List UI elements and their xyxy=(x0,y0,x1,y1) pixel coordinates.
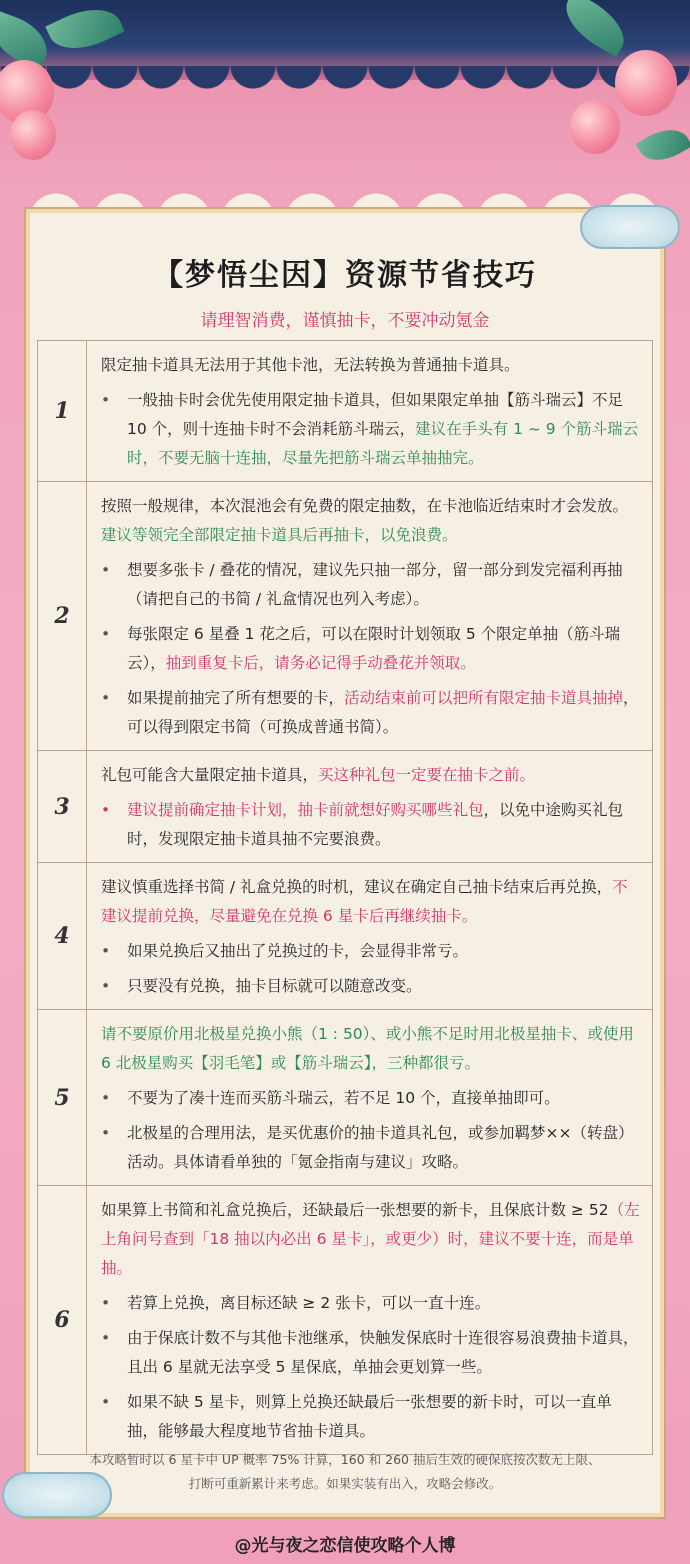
page-title: 【梦悟尘因】资源节省技巧 xyxy=(153,258,537,293)
peach-decoration xyxy=(615,50,677,116)
text-segment: 每张限定 6 星叠 1 花之后，可以在限时计划领取 5 个限定单抽（筋斗瑞云）， xyxy=(127,625,621,672)
highlight-green: 请不要原价用北极星兑换小熊（1 : 50）、或小熊不足时用北极星抽卡、或使用 6 北极星购买【羽毛笔】或【筋斗瑞云】，三种都很亏。 xyxy=(101,1025,634,1072)
author-credit: @光与夜之恋信使攻略个人博 xyxy=(234,1536,456,1556)
peach-decoration xyxy=(10,110,56,160)
text-segment: ，可以得到限定书简（可换成普通书简）。 xyxy=(127,689,639,736)
text-segment: 若算上兑换，离目标还缺 ≥ 2 张卡，可以一直十连。 xyxy=(127,1294,491,1312)
tip-bullet xyxy=(101,937,640,966)
text-segment: 如果算上书简和礼盒兑换后，还缺最后一张想要的新卡，且保底计数 ≥ 52 xyxy=(101,1201,609,1219)
tip-row xyxy=(38,750,652,862)
highlight-red: 活动结束前可以把所有限定抽卡道具抽掉 xyxy=(344,689,624,707)
tip-bullet xyxy=(101,620,640,678)
page-subtitle: 请理智消费，谨慎抽卡，不要冲动氪金 xyxy=(200,311,490,331)
tip-content xyxy=(87,341,652,481)
tip-bullet xyxy=(101,796,640,854)
cloud-decoration xyxy=(580,205,680,249)
tip-number: 1 xyxy=(38,341,87,481)
text-segment: ，以免中途购买礼包时，发现限定抽卡道具抽不完要浪费。 xyxy=(127,801,624,848)
text-segment: 只要没有兑换，抽卡目标就可以随意改变。 xyxy=(127,977,422,995)
tip-number: 4 xyxy=(38,863,87,1009)
tip-row xyxy=(38,862,652,1009)
tip-row xyxy=(38,1009,652,1185)
tip-intro xyxy=(101,1196,640,1283)
footnote xyxy=(37,1448,653,1496)
text-segment: 北极星的合理用法，是买优惠价的抽卡道具礼包，或参加羁梦××（转盘）活动。具体请看单独的「氪金指南与建议」攻略。 xyxy=(127,1124,634,1171)
text-segment: 按照一般规律，本次混池会有免费的限定抽数，在卡池临近结束时才会发放。 xyxy=(101,497,629,515)
tip-intro xyxy=(101,1020,640,1078)
peach-decoration xyxy=(570,100,620,154)
tips-table xyxy=(37,340,653,1455)
tip-number: 5 xyxy=(38,1010,87,1185)
highlight-red: 建议提前确定抽卡计划，抽卡前就想好购买哪些礼包 xyxy=(127,801,484,819)
text-segment: 限定抽卡道具无法用于其他卡池，无法转换为普通抽卡道具。 xyxy=(101,356,520,374)
tip-bullet xyxy=(101,1388,640,1446)
tip-content xyxy=(87,1010,652,1185)
text-segment: 如果提前抽完了所有想要的卡， xyxy=(127,689,345,707)
text-segment: 如果兑换后又抽出了兑换过的卡，会显得非常亏。 xyxy=(127,942,469,960)
tip-content xyxy=(87,482,652,750)
tip-intro xyxy=(101,492,640,550)
text-segment: 如果不缺 5 星卡，则算上兑换还缺最后一张想要的新卡时，可以一直单抽，能够最大程度地节省抽卡道具。 xyxy=(127,1393,612,1440)
tip-row xyxy=(38,481,652,750)
tip-bullet xyxy=(101,1084,640,1113)
tip-intro xyxy=(101,351,640,380)
tip-intro xyxy=(101,873,640,931)
tip-bullet xyxy=(101,684,640,742)
highlight-red: 不建议提前兑换，尽量避免在兑换 6 星卡后再继续抽卡。 xyxy=(101,878,628,925)
tip-bullet xyxy=(101,556,640,614)
leaf-decoration xyxy=(636,120,690,170)
tip-number: 6 xyxy=(38,1186,87,1454)
highlight-red: 抽到重复卡后，请务必记得手动叠花并领取。 xyxy=(165,654,476,672)
text-segment: 建议慎重选择书简 / 礼盒兑换的时机，建议在确定自己抽卡结束后再兑换， xyxy=(101,878,613,896)
text-segment: 一般抽卡时会优先使用限定抽卡道具，但如果限定单抽【筋斗瑞云】不足 10 个，则十连抽卡时不会消耗筋斗瑞云， xyxy=(127,391,624,438)
tip-content xyxy=(87,863,652,1009)
text-segment: 礼包可能含大量限定抽卡道具， xyxy=(101,766,319,784)
highlight-red: （左上角问号查到「18 抽以内必出 6 星卡」，或更少）时，建议不要十连，而是单抽。 xyxy=(101,1201,640,1277)
highlight-green: 建议在手头有 1 ~ 9 个筋斗瑞云时，不要无脑十连抽，尽量先把筋斗瑞云单抽抽完。 xyxy=(127,420,639,467)
tip-row xyxy=(38,1185,652,1454)
tip-intro xyxy=(101,761,640,790)
tip-bullet xyxy=(101,1324,640,1382)
tip-content xyxy=(87,1186,652,1454)
tip-content xyxy=(87,751,652,862)
tip-bullet xyxy=(101,1119,640,1177)
tip-bullet xyxy=(101,972,640,1001)
tip-row xyxy=(38,341,652,481)
text-segment: 不要为了凑十连而买筋斗瑞云，若不足 10 个，直接单抽即可。 xyxy=(127,1089,560,1107)
tip-bullet xyxy=(101,1289,640,1318)
tip-number: 2 xyxy=(38,482,87,750)
tip-bullet xyxy=(101,386,640,473)
text-segment: 由于保底计数不与其他卡池继承，快触发保底时十连很容易浪费抽卡道具，且出 6 星就无法享受 5 星保底，单抽会更划算一些。 xyxy=(127,1329,639,1376)
highlight-green: 建议等领完全部限定抽卡道具后再抽卡，以免浪费。 xyxy=(101,526,458,544)
highlight-red: 买这种礼包一定要在抽卡之前。 xyxy=(318,766,536,784)
footnote-line: 打断可重新累计来考虑。如果实装有出入，攻略会修改。 xyxy=(188,1476,502,1491)
tip-number: 3 xyxy=(38,751,87,862)
text-segment: 想要多张卡 / 叠花的情况，建议先只抽一部分，留一部分到发完福利再抽（请把自己的书简 / 礼盒情况也列入考虑）。 xyxy=(127,561,623,608)
footnote-line: 本攻略暂时以 6 星卡中 UP 概率 75% 计算，160 和 260 抽后生效的硬保底按次数无上限、 xyxy=(89,1452,601,1467)
